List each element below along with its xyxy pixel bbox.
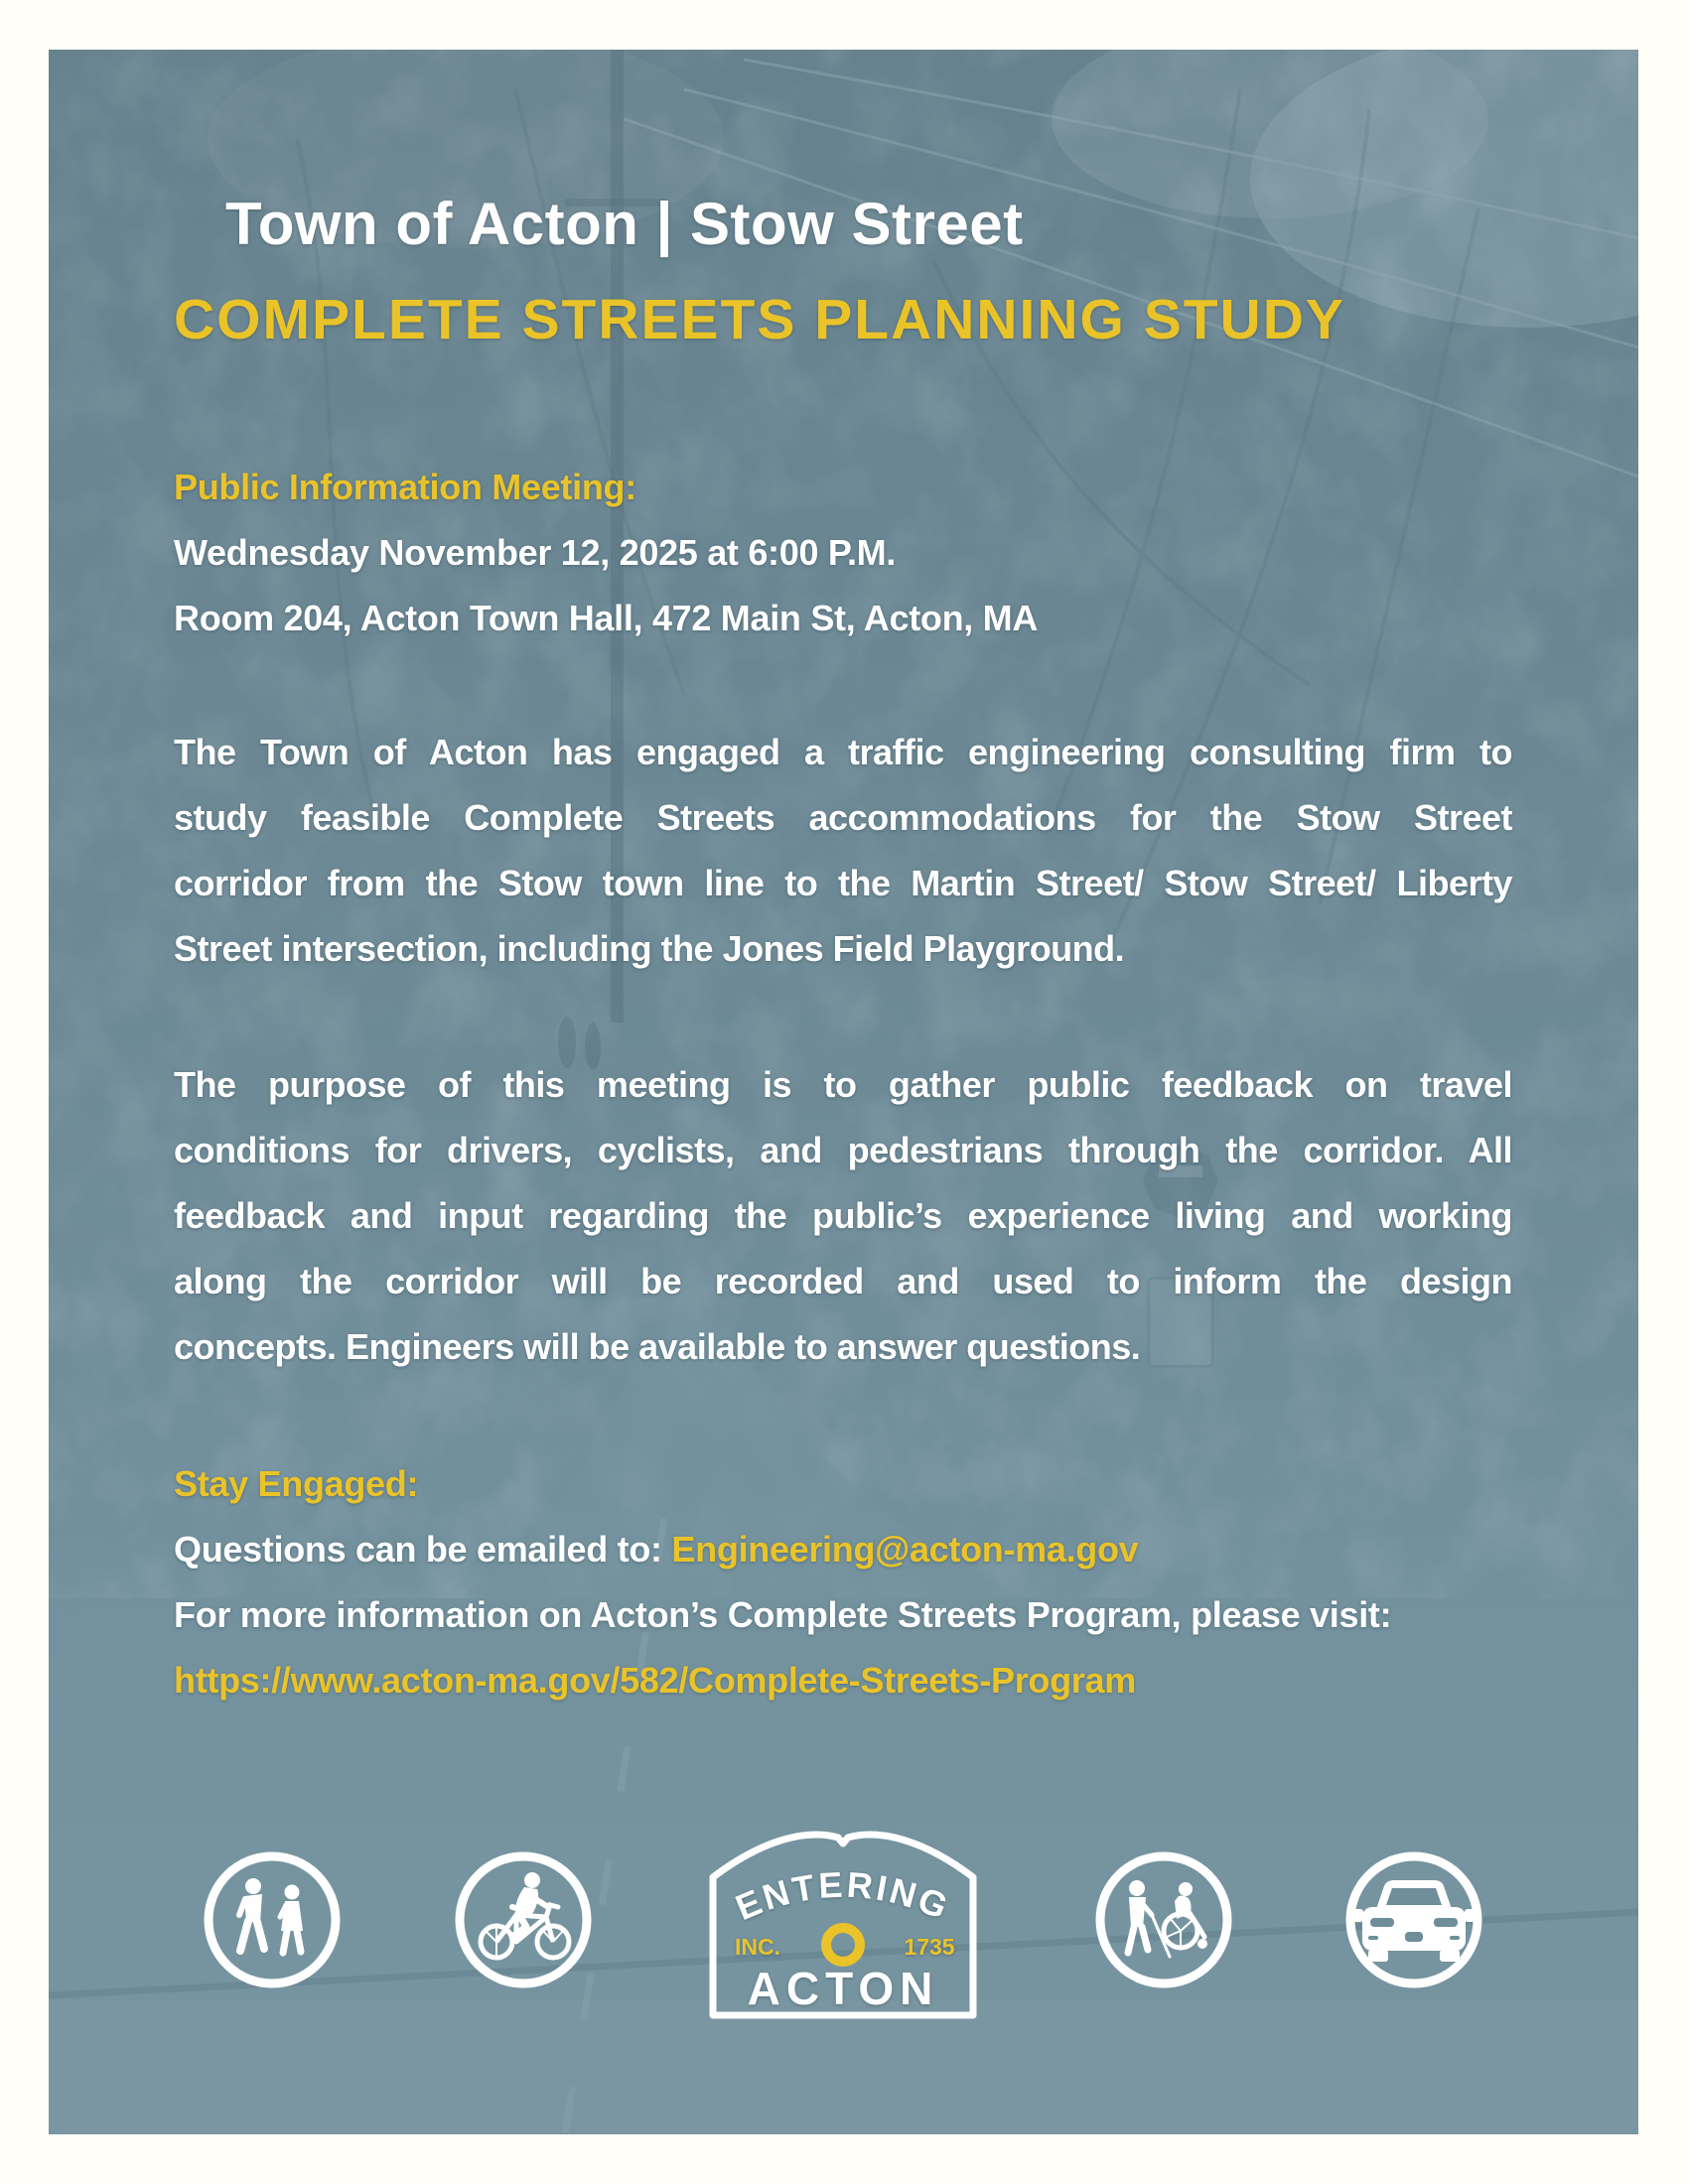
paragraph-line: Street intersection, including the Jones Field Playground.	[174, 928, 1125, 969]
email-line	[174, 1517, 1512, 1582]
flyer-content	[49, 191, 1638, 2134]
paragraph-line: conditions for drivers, cyclists, and pedestrians through the corridor. All	[174, 1130, 1512, 1170]
stay-engaged-section	[174, 1451, 1512, 1713]
paragraph-line: feedback and input regarding the public’s experience living and working	[174, 1195, 1512, 1236]
meeting-info	[174, 455, 1512, 651]
paragraph-line: The purpose of this meeting is to gather public feedback on travel	[174, 1064, 1512, 1105]
more-info-line: For more information on Acton’s Complete Streets Program, please visit:	[174, 1594, 1392, 1635]
pedestrians-icon	[202, 1849, 343, 1990]
accessibility-icon	[1093, 1849, 1234, 1990]
paragraph-line: The Town of Acton has engaged a traffic engineering consulting firm to	[174, 732, 1512, 772]
paragraph-line: concepts. Engineers will be available to answer questions.	[174, 1326, 1141, 1367]
car-icon	[1343, 1849, 1484, 1990]
meeting-heading: Public Information Meeting:	[174, 467, 636, 507]
flyer-title: Town of Acton | Stow Street	[225, 191, 1024, 257]
street-photo	[49, 50, 1638, 2134]
icons-row	[174, 1814, 1512, 2025]
email-line-prefix: Questions can be emailed to:	[174, 1529, 672, 1570]
program-url-link[interactable]: https://www.acton-ma.gov/582/Complete-Streets-Program	[174, 1660, 1136, 1701]
sign-inc-text: INC.	[735, 1934, 780, 1960]
stay-engaged-heading: Stay Engaged:	[174, 1463, 419, 1504]
email-link[interactable]: Engineering@acton-ma.gov	[671, 1529, 1139, 1570]
meeting-datetime: Wednesday November 12, 2025 at 6:00 P.M.	[174, 532, 897, 573]
sign-entering-text: ENTERING	[729, 1863, 956, 1929]
svg-text:ENTERING	[730, 1864, 956, 1929]
paragraph-line: along the corridor will be recorded and used to inform the design	[174, 1261, 1512, 1301]
entering-acton-sign	[703, 1814, 983, 2025]
paragraph-meeting-purpose	[174, 1052, 1512, 1380]
paragraph-line: study feasible Complete Streets accommodations for the Stow Street	[174, 797, 1512, 838]
sign-year-text: 1735	[904, 1934, 955, 1960]
paragraph-line: corridor from the Stow town line to the Martin Street/ Stow Street/ Liberty	[174, 863, 1512, 903]
flyer-subtitle: COMPLETE STREETS PLANNING STUDY	[174, 288, 1345, 351]
sign-seal-ring	[826, 1928, 860, 1962]
paragraph-study-scope	[174, 720, 1512, 982]
meeting-location: Room 204, Acton Town Hall, 472 Main St, Acton, MA	[174, 598, 1039, 638]
sign-acton-text: ACTON	[747, 1963, 939, 2014]
cyclist-icon	[453, 1849, 594, 1990]
